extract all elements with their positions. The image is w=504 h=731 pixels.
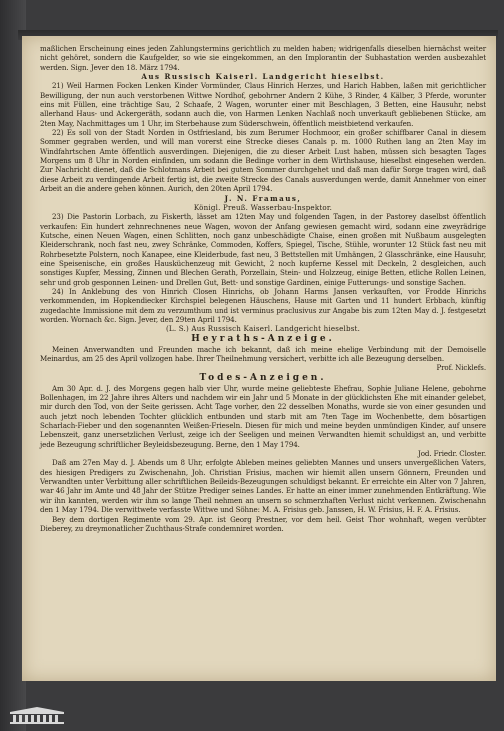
paragraph: Daß am 27en May d. J. Abends um 8 Uhr, erfolgte Ableben meines geliebten Mannes und unsers unvergeßlichen Vaters, des hiesigen Predigers zu Zwischenahn, Joh. Christian Frisius, machen wir hiemit allen unsern Gönnern, Freunden und Verwandten unter Verbittung aller schriftlichen Beileids-Bezeugungen schuldigst bekannt. Er erreichte ein Alter von 7 Jahren, war 46 Jahr im Amte und 48 Jahr der Stütze Prediger seines Landes. Er hatte an einer immer zunehmenden Entkräftung. Wie wir ihn kannten, werden wir ihm so lange Theil nehmen an unsern so schmerzhaften Verlust nicht verkennen. Zwischenahn den 1 May 1794. Die verwittwete verfasste Wittwe und Söhne: M. A. Frisius geb. Janssen, H. W. Frisius, H. F. A. Frisius.: [40, 458, 486, 515]
paragraph: Bey dem dortigen Regimente vom 29. Apr. ist Georg Prestner, vor dem heil. Geist Thor wohnhaft, wegen verübter Dieberey, zu dreymonatlicher Zuchthaus-Strafe condemniret worden.: [40, 514, 486, 533]
paragraph: Meinen Anverwandten und Freunden mache ich bekannt, daß ich meine ehelige Verbindung mit der Demoiselle Meinardus, am 25 des April vollzogen habe. Ihrer Theilnehmung versichert, verbitte ich alle Bezeugung derselben.: [40, 344, 486, 363]
centered-line: Königl. Preuß. Wasserbau-Inspektor.: [193, 202, 333, 212]
centered-line: Aus Russisch Kaiserl. Landgericht hieselbst.: [141, 72, 385, 82]
centered-line: (L. S.) Aus Russisch Kaiserl. Landgericht hieselbst.: [165, 324, 361, 334]
centered-line: J. N. Framaus,: [224, 193, 302, 203]
section-heading: Heyraths-Anzeige.: [191, 333, 335, 344]
signature: Jod. Friedr. Closter.: [417, 449, 486, 459]
signature: Prof. Nicklefs.: [436, 363, 486, 373]
paragraph: 22) Es soll von der Stadt Norden in Ostfriesland, bis zum Berumer Hochmoor, ein großer schiffbarer Canal in diesem Sommer gegraben werden, und will man vorerst eine Strecke dieses Canals p. m. 1000 Ruthen lang an 2ten May im Windfahrtschen Amte öffentlich ausverdingen. Diejenigen, die zu dieser Arbeit Lust haben, müssen sich besagten Tages Morgens um 8 Uhr in Norden einfinden, um sodann die Bedinge vorher in dem Wirthshause, hieselbst eingesehen werden. Zur Nachricht dienet, daß die Schlotmans Arbeit bei gutem Sommer durchgehet und daß man dafür Sorge tragen wird, daß diese Arbeit zu verdingende Arbeit fertig ist, die zweite Strecke des Canals ausverdungen werde, damit Annehmer von einer Arbeit an die andere gehen können. Aurich, den 20ten April 1794.: [40, 128, 486, 194]
document-text: [40, 44, 486, 533]
library-building-logo: [8, 706, 66, 724]
paragraph: 24) In Anklebung des von Hinrich Closen Hinrichs, ob Johann Harms Jansen verkauften, vor Frodde Hinrichs verkommenden, im Hopkendiecker Kirchspiel belegenen Häuschens, Hause mit Garten und 11 hundert Erbbach, künftig zugedachte Immissione mit dem zu verzumthum und ist verminus praclusivus zur Angabe bis zum 12ten May d. J. festgesetzt worden. Wornach &c. Sign. Jever, den 29ten April 1794.: [40, 286, 486, 324]
paragraph: 21) Weil Harmen Focken Lenken Kinder Vormünder, Claus Hinrich Herzes, und Harich Habben, laßen mit gerichtlicher Bewilligung, der nun auch verstorbenen Wittwe Nordhof, gebohrner Andern 2 Kühe, 3 Rinder, 4 Kälber, 3 Pferde, worunter eins mit Füllen, eine trächtige Sau, 2 Schaafe, 2 Wagen, worunter einer mit Beschlagen, 3 Betten, eine Hausuhr, nebst allerhand Haus- und Ackergeräth, sodann auch die, von Harmen Lenken Nachlaß noch unverkauft gebliebenen Stücke, am 2ten May, Nachmittages um 1 Uhr, im Sterbehause zum Süderschwein, öffentlich meistbietend verkaufen.: [40, 81, 486, 128]
paragraph: 23) Die Pastorin Lorbach, zu Fiskerth, lässet am 12ten May und folgenden Tagen, in der Pastorey daselbst öffentlich verkaufen: Ein hundert zehnrechnenes neue Wagen, wovon der Anfang gewiesen gemacht wird, sodann eine zweyrädrige Kutsche, einen Neuen Wagen, einen Schlitten, noch ganz unbeschädigte Chaise, einen großen mit Nußbaum ausgelegten Kleiderschrank, noch fast neu, zwey Schränke, Commoden, Koffers, Spiegel, Tische, Stühle, worunter 12 Stück fast neu mit Rohrbesetzte Polstern, noch Kanapee, eine Kleiderbude, fast neu, 3 Bettstellen mit Umhängen, 2 Glasschränke, eine Hausuhr, eine Speisenische, ein großes Hausküchenzeug mit Gewicht, 2 noch kupferne Kessel mit Deckeln, 2 desgleichen, auch sonstiges Kupfer, Messing, Zinnen und Blechen Gerath, Porzellain, Stein- und Holzzeug, einige Betten, etliche Rollen Leinen, sehr und grob gesponnen Leinen- und Drellen Gut, Bett- und sonstige Gardinen, einige Futterungs- und sonstige Sachen.: [40, 212, 486, 287]
section-heading: Todes-Anzeigen.: [199, 372, 327, 383]
paragraph: Am 30 Apr. d. J. des Morgens gegen halb vier Uhr, wurde meine geliebteste Ehefrau, Sophie Juliane Helene, gebohrne Bollenhagen, im 22 Jahre ihres Alters und nachdem wir ein Jahr und 5 Monate in der glücklichsten Ehe mit einander gelebet, mir durch den Tod, von der Seite gerissen. Acht Tage vorher, den 22 desselben Monaths, wurde sie von einer gesunden und auch jetzt noch lebenden Tochter glücklich entbunden und starb mit am 7ten Tage im Wochenbette, dem bösartigen Scharlach-Fieber und den sogenannten Weißen-Frieseln. Diesen für mich und meine beyden unmündigen Kinder, auf unsere Lebenszeit, ganz unersetzlichen Verlust, zeige ich der Seeligen und meinen Verwandten hiemit schuldigst an, und verbitte jede Bezeugung schriftlicher Beyleidsbezeugung. Berne, den 1 May 1794.: [40, 383, 486, 449]
paragraph: maßlichen Erscheinung eines jeden Zahlungstermins gerichtlich zu melden haben; widrigenfalls dieselben hiernächst weiter nicht gehöret, sondern die Kaufgelder, so wie sie eingekommen, an den Implorantin der Subhastation werden ausbezahlet werden. Sign. Jever den 18. März 1794.: [40, 44, 486, 72]
